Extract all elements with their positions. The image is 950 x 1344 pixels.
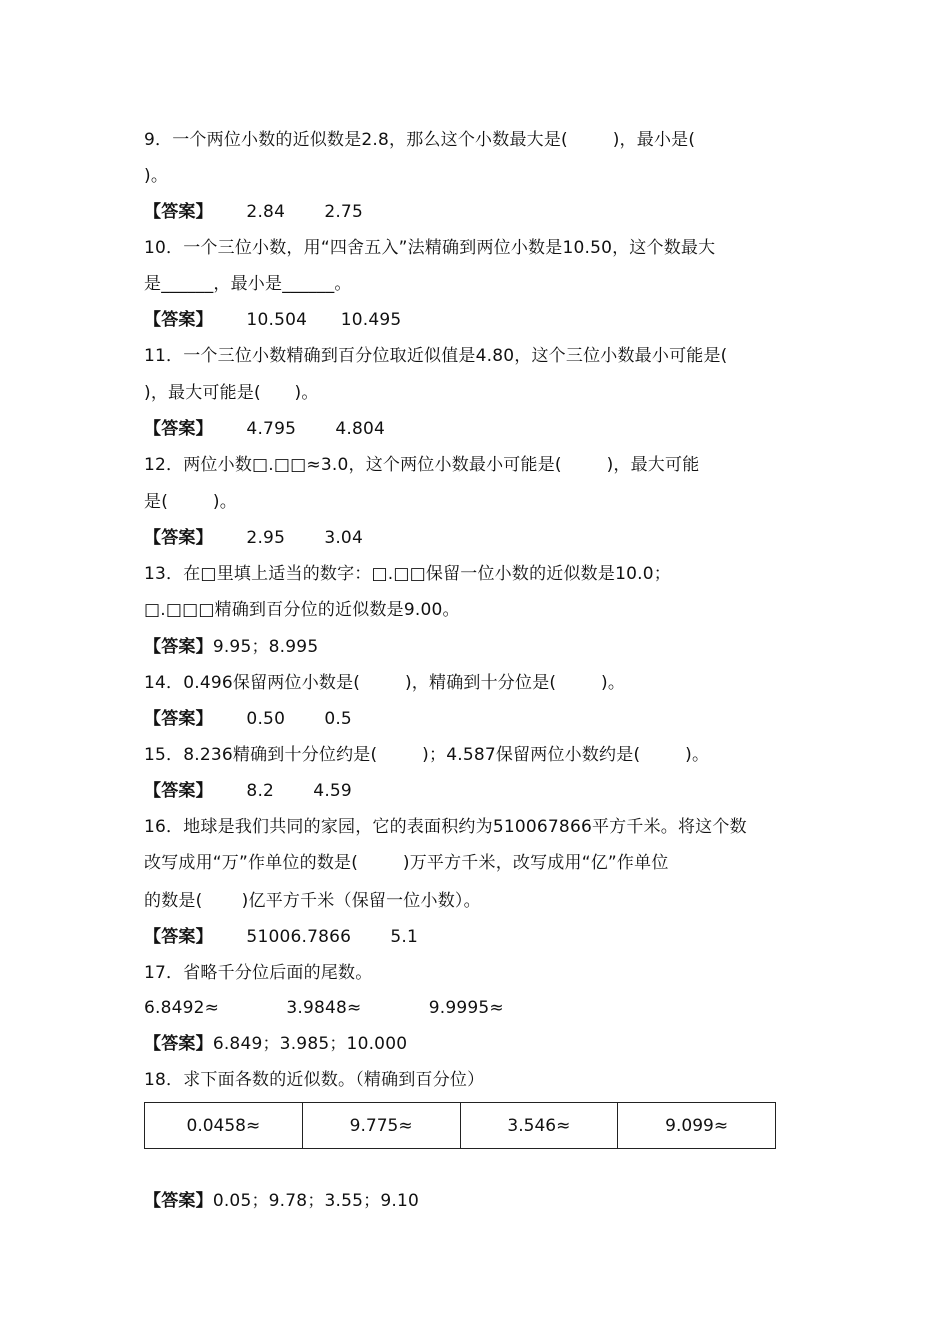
answer-label: 【答案】 <box>144 1034 213 1054</box>
answer-label: 【答案】 <box>144 927 213 947</box>
table-cell: 3.546≈ <box>461 1103 619 1148</box>
answer-line <box>144 1032 407 1056</box>
line-text: 10.504 10.495 <box>212 310 402 330</box>
answer-line <box>144 417 385 441</box>
question-line <box>144 851 669 875</box>
line-text: 14．0.496保留两位小数是( )，精确到十分位是( )。 <box>144 673 626 693</box>
table-cell: 9.099≈ <box>665 1115 729 1136</box>
line-text: 0.50 0.5 <box>212 709 352 729</box>
answer-label: 【答案】 <box>144 709 213 729</box>
line-text: 17．省略千分位后面的尾数。 <box>144 963 373 983</box>
line-text: )。 <box>144 166 169 186</box>
line-text: □.□□□精确到百分位的近似数是9.00。 <box>144 600 460 620</box>
line-text: 是( )。 <box>144 492 237 512</box>
answer-label: 【答案】 <box>144 310 213 330</box>
table-cell: 9.775≈ <box>303 1103 461 1148</box>
line-text: 16．地球是我们共同的家园，它的表面积约为510067866平方千米。将这个数 <box>144 817 747 837</box>
question-line <box>144 272 352 296</box>
line-text: 11．一个三位小数精确到百分位取近似值是4.80，这个三位小数最小可能是( <box>144 346 728 366</box>
line-text: 13．在□里填上适当的数字：□.□□保留一位小数的近似数是10.0； <box>144 564 671 584</box>
line-text: )，最大可能是( )。 <box>144 383 319 403</box>
answer-line <box>144 707 352 731</box>
line-text: 2.84 2.75 <box>212 202 363 222</box>
line-text: 9．一个两位小数的近似数是2.8，那么这个小数最大是( )，最小是( <box>144 130 696 150</box>
line-text: 9.95；8.995 <box>212 637 319 657</box>
line-text: 0.05；9.78；3.55；9.10 <box>212 1191 420 1211</box>
line-text: 12．两位小数□.□□≈3.0，这个两位小数最小可能是( )，最大可能 <box>144 455 700 475</box>
question-line <box>144 490 237 514</box>
line-text: 6.849；3.985；10.000 <box>212 1034 408 1054</box>
answer-line <box>144 200 363 224</box>
question-line <box>144 996 504 1020</box>
table-cell: 0.0458≈ <box>145 1103 303 1148</box>
question-line <box>144 562 671 586</box>
question-line <box>144 889 481 913</box>
question-line <box>144 743 709 767</box>
answer-line <box>144 779 352 803</box>
line-text: 15．8.236精确到十分位约是( )；4.587保留两位小数约是( )。 <box>144 745 710 765</box>
question-line <box>144 961 372 985</box>
line-text: 6.8492≈ 3.9848≈ 9.9995≈ <box>144 998 504 1018</box>
answer-label: 【答案】 <box>144 781 213 801</box>
answer-line <box>144 925 418 949</box>
answer-line <box>144 308 401 332</box>
line-text: 是______，最小是______。 <box>144 274 352 294</box>
answer-label: 【答案】 <box>144 528 213 548</box>
question-line <box>144 453 699 477</box>
line-text: 2.95 3.04 <box>212 528 363 548</box>
line-text: 的数是( )亿平方千米（保留一位小数）。 <box>144 891 481 911</box>
question-line <box>144 236 715 260</box>
approximation-table <box>144 1102 776 1149</box>
question-line <box>144 344 728 368</box>
line-text: 51006.7866 5.1 <box>212 927 419 947</box>
answer-label: 【答案】 <box>144 1191 213 1211</box>
line-text: 8.2 4.59 <box>212 781 352 801</box>
answer-label: 【答案】 <box>144 419 213 439</box>
answer-line <box>144 1189 419 1213</box>
answer-line <box>144 635 318 659</box>
answer-label: 【答案】 <box>144 637 213 657</box>
line-text: 18．求下面各数的近似数。（精确到百分位） <box>144 1070 485 1090</box>
question-line <box>144 671 625 695</box>
question-line <box>144 381 319 405</box>
question-line <box>144 1068 484 1092</box>
answer-label: 【答案】 <box>144 202 213 222</box>
question-line <box>144 164 168 188</box>
question-line <box>144 815 747 839</box>
answer-line <box>144 526 363 550</box>
line-text: 改写成用“万”作单位的数是( )万平方千米，改写成用“亿”作单位 <box>144 853 669 873</box>
line-text: 10．一个三位小数，用“四舍五入”法精确到两位小数是10.50，这个数最大 <box>144 238 716 258</box>
question-line <box>144 598 460 622</box>
line-text: 4.795 4.804 <box>212 419 385 439</box>
question-line <box>144 128 695 152</box>
